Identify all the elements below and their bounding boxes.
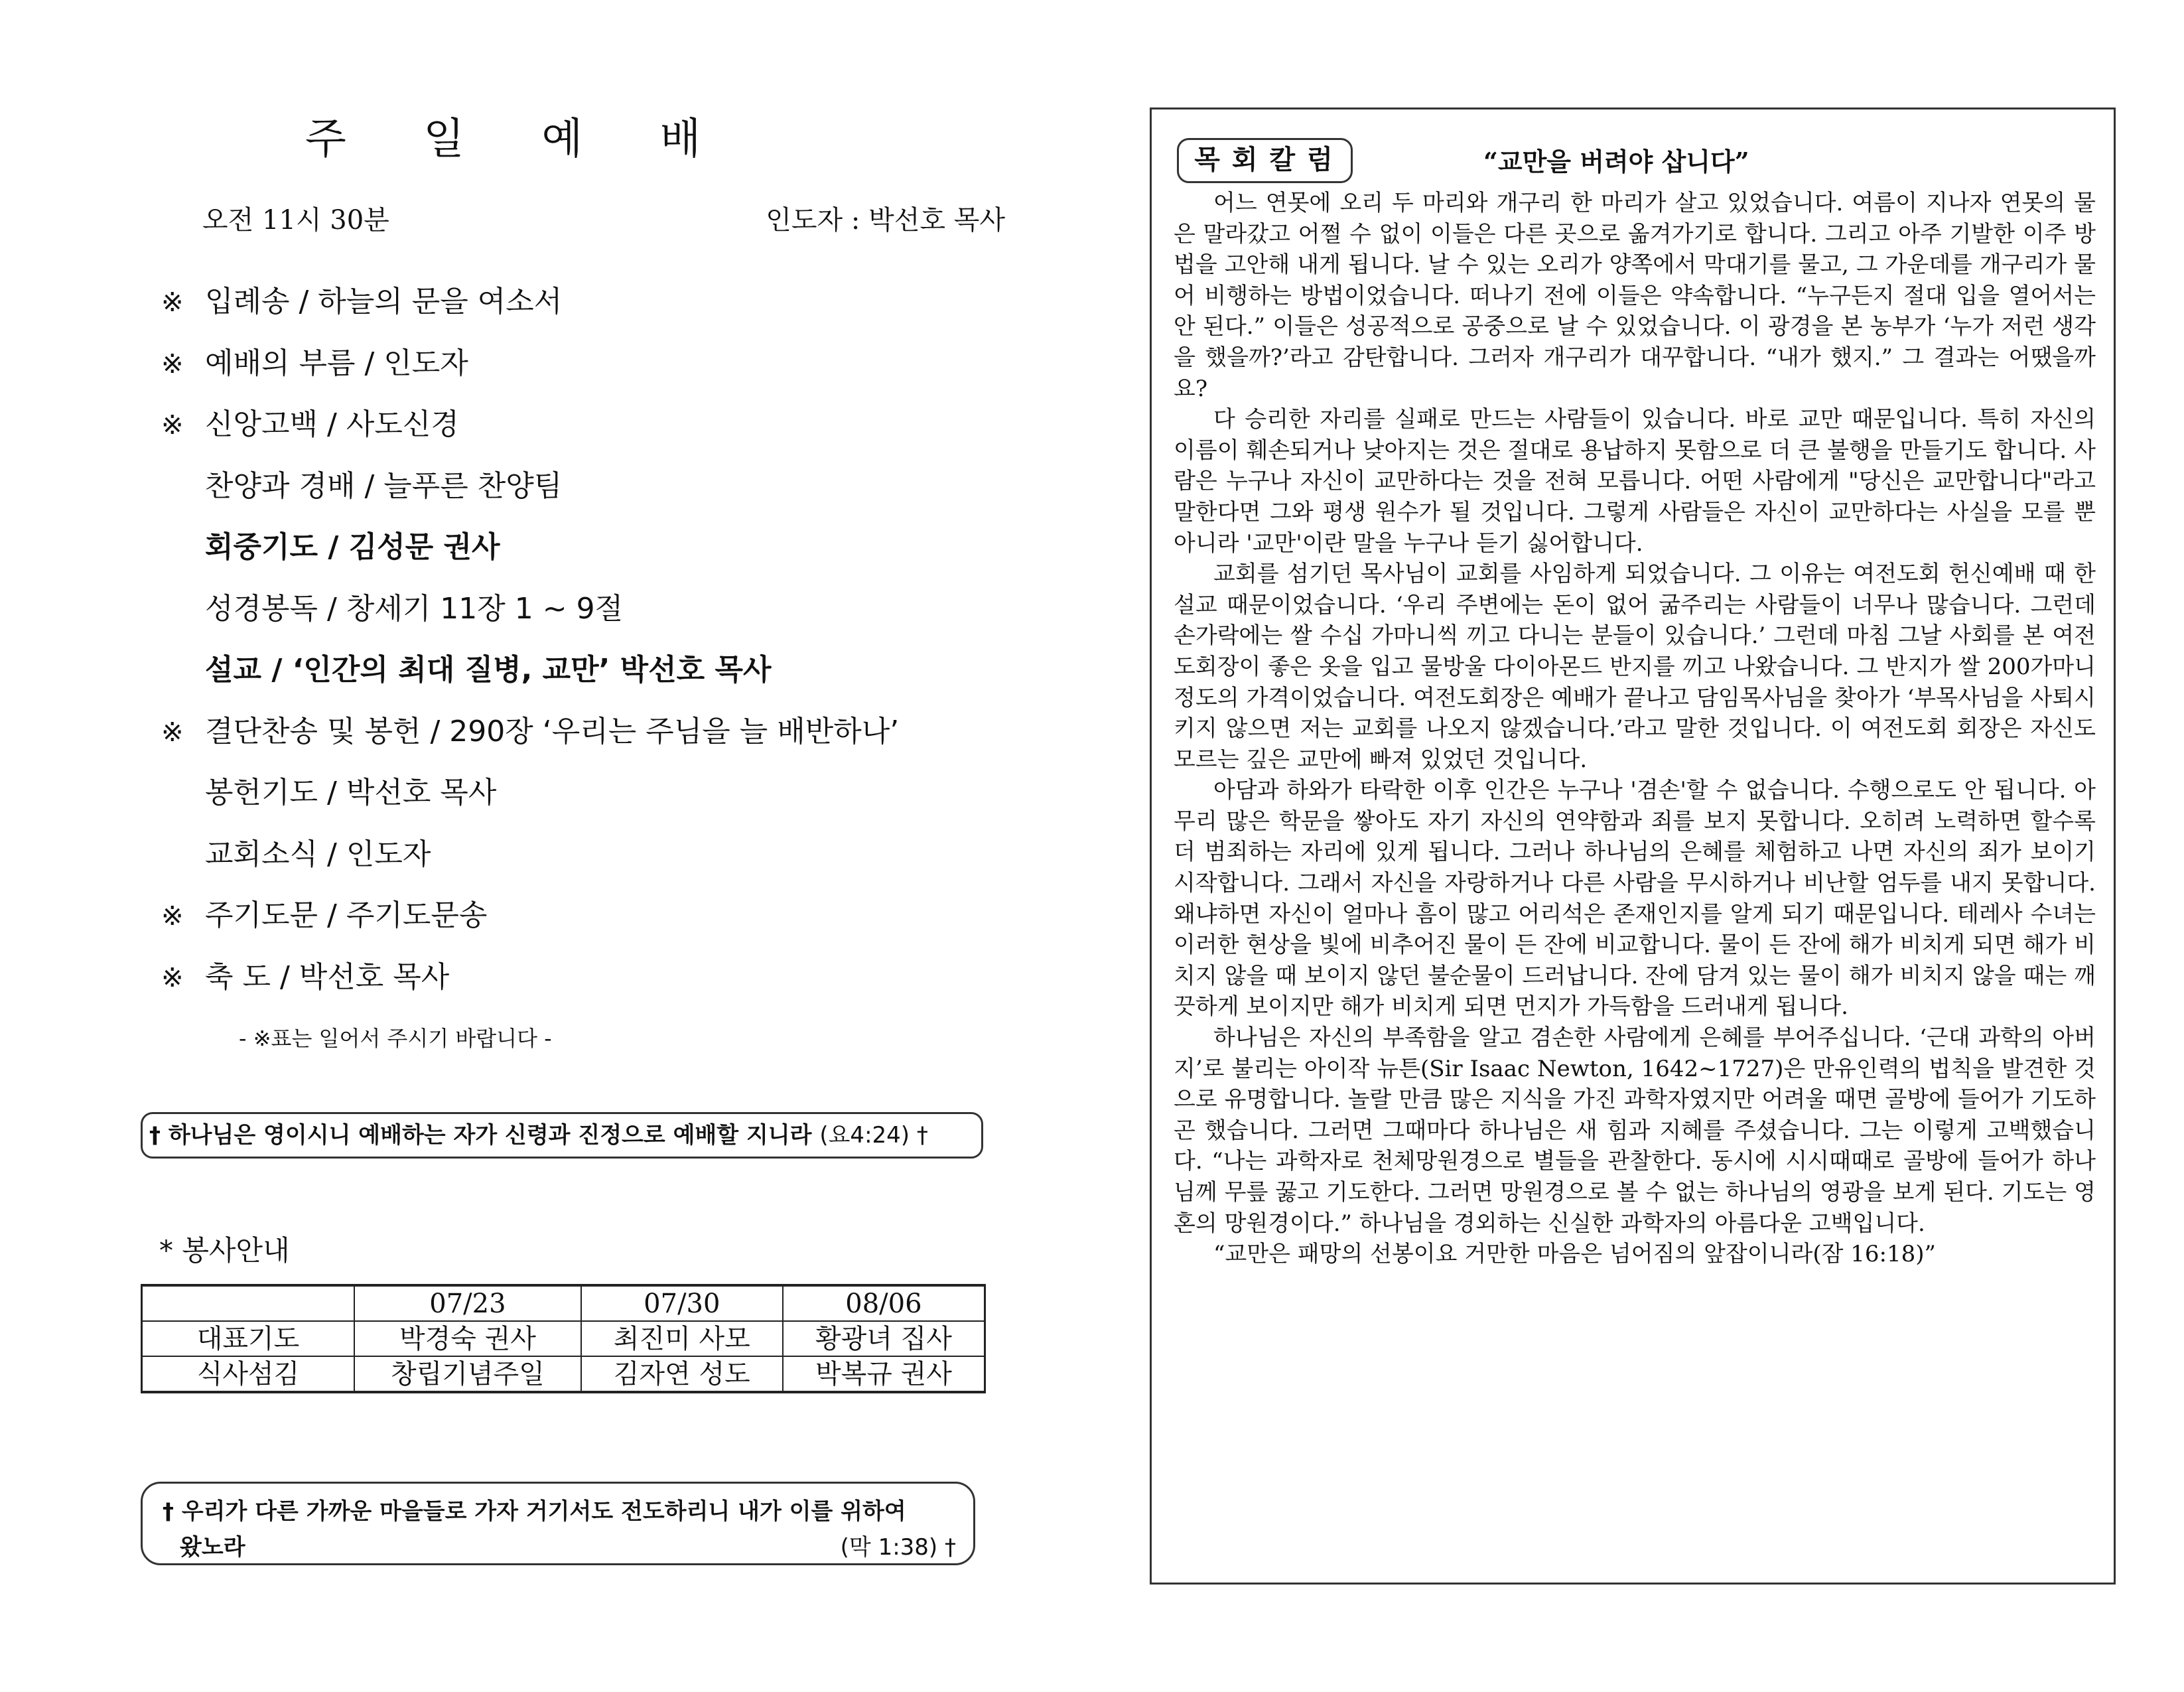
order-item: ※ 예배의 부름 / 인도자 bbox=[161, 344, 1024, 405]
stand-marker-icon: ※ bbox=[161, 717, 184, 748]
column-paragraph: 아담과 하와가 타락한 이후 인간은 누구나 '겸손'할 수 없습니다. 수행으로도 안 됩니다. 아무리 많은 학문을 쌓아도 자기 자신의 연약함과 죄를 보지 못합니다. 오히려 노력하면 할수록 더 범죄하는 자리에 있게 됩니다. 그러나 하나님의 은혜를 체험하고 나면 자신의 죄가 보이기 시작합니다. 그래서 자신을 자랑하거나 다른 사람을 무시하거나 비난할 엄두를 내지 못합니다. 왜냐하면 자신이 얼마나 흠이 많고 어리석은 존재인지를 알게 되기 때문입니다. 테레사 수녀는 이러한 현상을 빛에 비추어진 물이 든 잔에 비교합니다. 물이 든 잔에 해가 비치게 되면 해가 비치지 않을 때 보이지 않던 불순물이 드러납니다. 잔에 담겨 있는 물이 해가 비치지 않을 때는 깨끗하게 보이지만 해가 비치게 되면 먼지가 가득함을 드러내게 됩니다. bbox=[1174, 777, 2096, 1021]
stand-marker-icon: ※ bbox=[161, 287, 184, 318]
order-item: 회중기도 / 김성문 권사 bbox=[205, 530, 500, 564]
page-title: 주 일 예 배 bbox=[305, 115, 733, 164]
order-item: ※ 신앙고백 / 사도신경 bbox=[161, 405, 1024, 466]
table-row: 대표기도 박경숙 권사 최진미 사모 황광녀 집사 bbox=[142, 1321, 985, 1356]
column-closing-verse: “교만은 패망의 선봉이요 거만한 마음은 넘어짐의 앞잡이니라(잠 16:18)” bbox=[1213, 1241, 1936, 1268]
verse-reference: (요4:24) † bbox=[819, 1122, 928, 1149]
worship-order-page bbox=[0, 0, 1061, 1692]
column-body bbox=[1174, 188, 2096, 1270]
order-item: 교회소식 / 인도자 bbox=[205, 837, 431, 871]
pastor-column-panel bbox=[1150, 107, 2116, 1585]
stand-marker-icon: ※ bbox=[161, 962, 184, 993]
service-leader: 인도자 : 박선호 목사 bbox=[766, 205, 1005, 236]
column-paragraph: 교회를 섬기던 목사님이 교회를 사임하게 되었습니다. 그 이유는 여전도회 헌신예배 때 한 설교 때문이었습니다. ‘우리 주변에는 돈이 없어 굶주리는 사람들이 너무나 많습니다. 그런데 손가락에는 쌀 수십 가마니씩 끼고 다니는 분들이 있습니다.’ 그런데 마침 그날 사회를 본 여전도회장이 좋은 옷을 입고 물방울 다이아몬드 반지를 끼고 나왔습니다. 그 반지가 쌀 200가마니 정도의 가격이었습니다. 여전도회장은 예배가 끝나고 담임목사님을 찾아가 ‘부목사님을 사퇴시키지 않으면 저는 교회를 나오지 않겠습니다.’라고 말한 것입니다. 이 여전도회 회장은 자신도 모르는 깊은 교만에 빠져 있었던 것입니다. bbox=[1174, 561, 2096, 773]
stand-marker-icon: ※ bbox=[161, 348, 184, 380]
stand-marker-icon: ※ bbox=[161, 410, 184, 441]
mission-verse-box bbox=[141, 1482, 975, 1565]
order-item-sermon: 설교 / ‘인간의 최대 질병, 교만’ 박선호 목사 bbox=[205, 653, 772, 687]
order-item: ※ 주기도문 / 주기도문송 bbox=[161, 896, 1024, 957]
row-label: 대표기도 bbox=[142, 1321, 355, 1356]
standing-note: - ※표는 일어서 주시기 바랍니다 - bbox=[239, 1026, 552, 1051]
date-header: 07/23 bbox=[354, 1285, 581, 1321]
mission-verse-line1: † 우리가 다른 가까운 마을들로 가자 거기서도 전도하리니 내가 이를 위하여 bbox=[163, 1498, 906, 1525]
service-guide-title: * 봉사안내 bbox=[159, 1234, 290, 1267]
mission-verse-reference: (막 1:38) † bbox=[840, 1534, 956, 1561]
service-schedule-table bbox=[141, 1284, 986, 1393]
table-header-row bbox=[142, 1285, 985, 1321]
date-header: 07/30 bbox=[581, 1285, 783, 1321]
service-info-row bbox=[202, 199, 1005, 239]
date-header: 08/06 bbox=[783, 1285, 985, 1321]
table-row: 식사섬김 창립기념주일 김자연 성도 박복규 권사 bbox=[142, 1356, 985, 1392]
column-title: “교만을 버려야 삽니다” bbox=[1483, 147, 1749, 176]
mission-verse-line2: 왔노라 bbox=[180, 1534, 245, 1561]
order-item: 봉헌기도 / 박선호 목사 bbox=[205, 776, 497, 810]
stand-marker-icon: ※ bbox=[161, 901, 184, 932]
order-item: 성경봉독 / 창세기 11장 1 ~ 9절 bbox=[205, 591, 624, 626]
order-item: ※ 축 도 / 박선호 목사 bbox=[161, 957, 1024, 1019]
column-badge: 목회칼럼 bbox=[1177, 138, 1353, 183]
row-label: 식사섬김 bbox=[142, 1356, 355, 1392]
verse-box bbox=[141, 1112, 983, 1159]
order-item: ※ 입례송 / 하늘의 문을 여소서 bbox=[161, 282, 1024, 344]
column-paragraph: 하나님은 자신의 부족함을 알고 겸손한 사람에게 은혜를 부어주십니다. ‘근대 과학의 아버지’로 불리는 아이작 뉴튼(Sir Isaac Newton, 1642~1727)은 만유인력의 법칙을 발견한 것으로 유명합니다. 놀랄 만큼 많은 지식을 가진 과학자였지만 어려울 때면 골방에 들어가 기도하곤 했습니다. 그러면 그때마다 하나님은 새 힘과 지혜를 주셨습니다. 그는 이렇게 고백했습니다. “나는 과학자로 천체망원경으로 별들을 관찰한다. 동시에 시시때때로 골방에 들어가 하나님께 무릎 꿇고 기도한다. 그러면 망원경으로 볼 수 없는 하나님의 영광을 보게 된다. 기도는 영혼의 망원경이다.” 하나님을 경외하는 신실한 과학자의 아름다운 고백입니다. bbox=[1174, 1024, 2096, 1237]
service-time: 오전 11시 30분 bbox=[202, 205, 389, 236]
order-of-worship bbox=[161, 282, 1024, 1019]
order-item: 찬양과 경배 / 늘푸른 찬양팀 bbox=[205, 468, 563, 503]
order-item: ※ 결단찬송 및 봉헌 / 290장 ‘우리는 주님을 늘 배반하나’ bbox=[161, 712, 1024, 774]
column-paragraph: 어느 연못에 오리 두 마리와 개구리 한 마리가 살고 있었습니다. 여름이 지나자 연못의 물은 말라갔고 어쩔 수 없이 이들은 다른 곳으로 옮겨가기로 합니다. 그리고 아주 기발한 이주 방법을 고안해 내게 됩니다. 날 수 있는 오리가 양쪽에서 막대기를 물고, 그 가운데를 개구리가 물어 비행하는 방법이었습니다. 떠나기 전에 이들은 약속합니다. “누구든지 절대 입을 열어서는 안 된다.” 이들은 성공적으로 공중으로 날 수 있었습니다. 이 광경을 본 농부가 ‘누가 저런 생각을 했을까?’라고 감탄합니다. 그러자 개구리가 대꾸합니다. “내가 했지.” 그 결과는 어땠을까요? bbox=[1174, 190, 2096, 402]
column-paragraph: 다 승리한 자리를 실패로 만드는 사람들이 있습니다. 바로 교만 때문입니다. 특히 자신의 이름이 훼손되거나 낮아지는 것은 절대로 용납하지 못함으로 더 큰 불행을 만들기도 합니다. 사람은 누구나 자신이 교만하다는 것을 전혀 모릅니다. 어떤 사람에게 "당신은 교만합니다"라고 말한다면 그와 평생 원수가 될 것입니다. 그렇게 사람들은 자신이 교만하다는 사실을 모를 뿐 아니라 '교만'이란 말을 누구나 듣기 싫어합니다. bbox=[1174, 406, 2096, 557]
verse-text: † 하나님은 영이시니 예배하는 자가 신령과 진정으로 예배할 지니라 bbox=[149, 1122, 820, 1149]
